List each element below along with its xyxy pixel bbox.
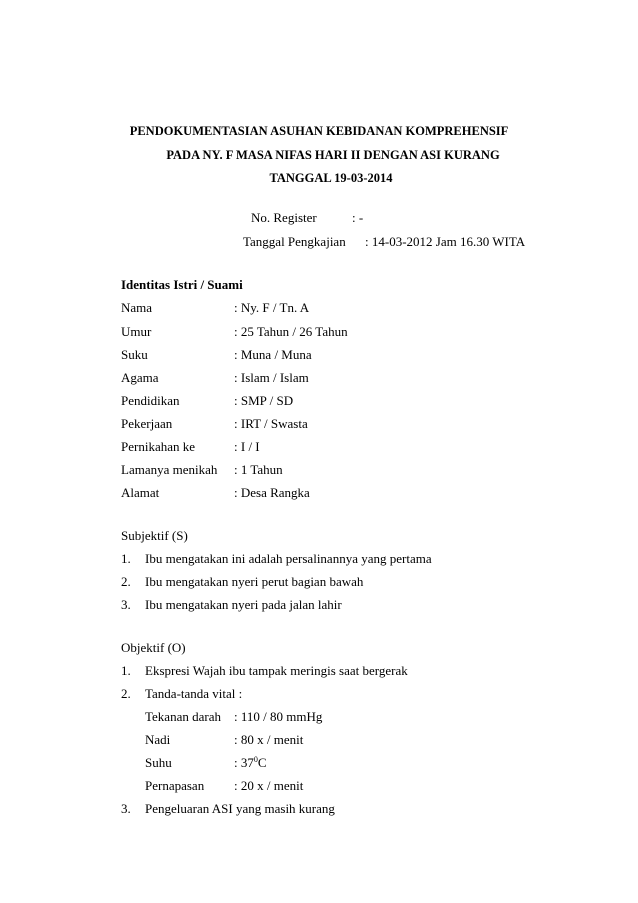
identitas-heading: Identitas Istri / Suami [121, 277, 243, 292]
identitas-value-lamanya-menikah: : 1 Tahun [234, 462, 283, 477]
identitas-label-pendidikan: Pendidikan [121, 393, 180, 408]
list-item [121, 551, 432, 567]
identitas-value-pernikahan: : I / I [234, 439, 260, 454]
list-item [121, 597, 342, 613]
identitas-label-nama: Nama [121, 300, 153, 315]
identitas-value-suku: : Muna / Muna [234, 347, 312, 362]
list-item [121, 801, 335, 817]
list-item [121, 574, 363, 590]
suhu-degree-superscript: 0 [253, 755, 258, 764]
identitas-label-suku: Suku [121, 347, 148, 362]
document-title-line-2: PADA NY. F MASA NIFAS HARI II DENGAN ASI KURANG [166, 148, 500, 162]
no-register-value: : - [352, 210, 364, 225]
identitas-value-nama: : Ny. F / Tn. A [234, 300, 310, 315]
identitas-value-pekerjaan: : IRT / Swasta [234, 416, 308, 431]
list-item-number: 3. [121, 801, 131, 816]
list-item-text: Ibu mengatakan ini adalah persalinannya yang pertama [145, 551, 432, 566]
vital-label-nadi: Nadi [145, 732, 171, 747]
suhu-value-unit: C [257, 755, 267, 770]
vital-value-suhu [234, 755, 267, 771]
vital-label-pernapasan: Pernapasan [145, 778, 205, 793]
identitas-value-agama: : Islam / Islam [234, 370, 309, 385]
list-item-number: 2. [121, 686, 131, 701]
list-item-text: Ekspresi Wajah ibu tampak meringis saat bergerak [145, 663, 408, 678]
suhu-value-number: : 37 [234, 755, 254, 770]
identitas-value-alamat: : Desa Rangka [234, 485, 310, 500]
vital-label-tekanan-darah: Tekanan darah [145, 709, 221, 724]
identitas-value-pendidikan: : SMP / SD [234, 393, 294, 408]
list-item-text: Tanda-tanda vital : [145, 686, 243, 701]
list-item-number: 1. [121, 663, 131, 678]
identitas-label-lamanya-menikah: Lamanya menikah [121, 462, 218, 477]
list-item-number: 2. [121, 574, 131, 589]
list-item-number: 3. [121, 597, 131, 612]
document-title-line-1: PENDOKUMENTASIAN ASUHAN KEBIDANAN KOMPREHENSIF [129, 124, 509, 138]
identitas-value-umur: : 25 Tahun / 26 Tahun [234, 324, 348, 339]
vital-value-tekanan-darah: : 110 / 80 mmHg [234, 709, 323, 724]
identitas-label-umur: Umur [121, 324, 152, 339]
list-item-text: Ibu mengatakan nyeri perut bagian bawah [145, 574, 364, 589]
tanggal-pengkajian-label: Tanggal Pengkajian [243, 234, 346, 249]
identitas-label-pernikahan: Pernikahan ke [121, 439, 196, 454]
subjektif-heading: Subjektif (S) [121, 528, 188, 543]
vital-label-suhu: Suhu [145, 755, 172, 770]
list-item-number: 1. [121, 551, 131, 566]
document-title-line-3: TANGGAL 19-03-2014 [269, 171, 393, 185]
objektif-heading: Objektif (O) [121, 640, 186, 655]
list-item [121, 663, 408, 679]
list-item-text: Ibu mengatakan nyeri pada jalan lahir [145, 597, 342, 612]
vital-value-pernapasan: : 20 x / menit [234, 778, 304, 793]
list-item [121, 686, 242, 702]
tanggal-pengkajian-value: : 14-03-2012 Jam 16.30 WITA [365, 234, 526, 249]
identitas-label-agama: Agama [121, 370, 159, 385]
identitas-label-pekerjaan: Pekerjaan [121, 416, 173, 431]
identitas-label-alamat: Alamat [121, 485, 160, 500]
vital-value-nadi: : 80 x / menit [234, 732, 304, 747]
list-item-text: Pengeluaran ASI yang masih kurang [145, 801, 335, 816]
no-register-label: No. Register [251, 210, 317, 225]
